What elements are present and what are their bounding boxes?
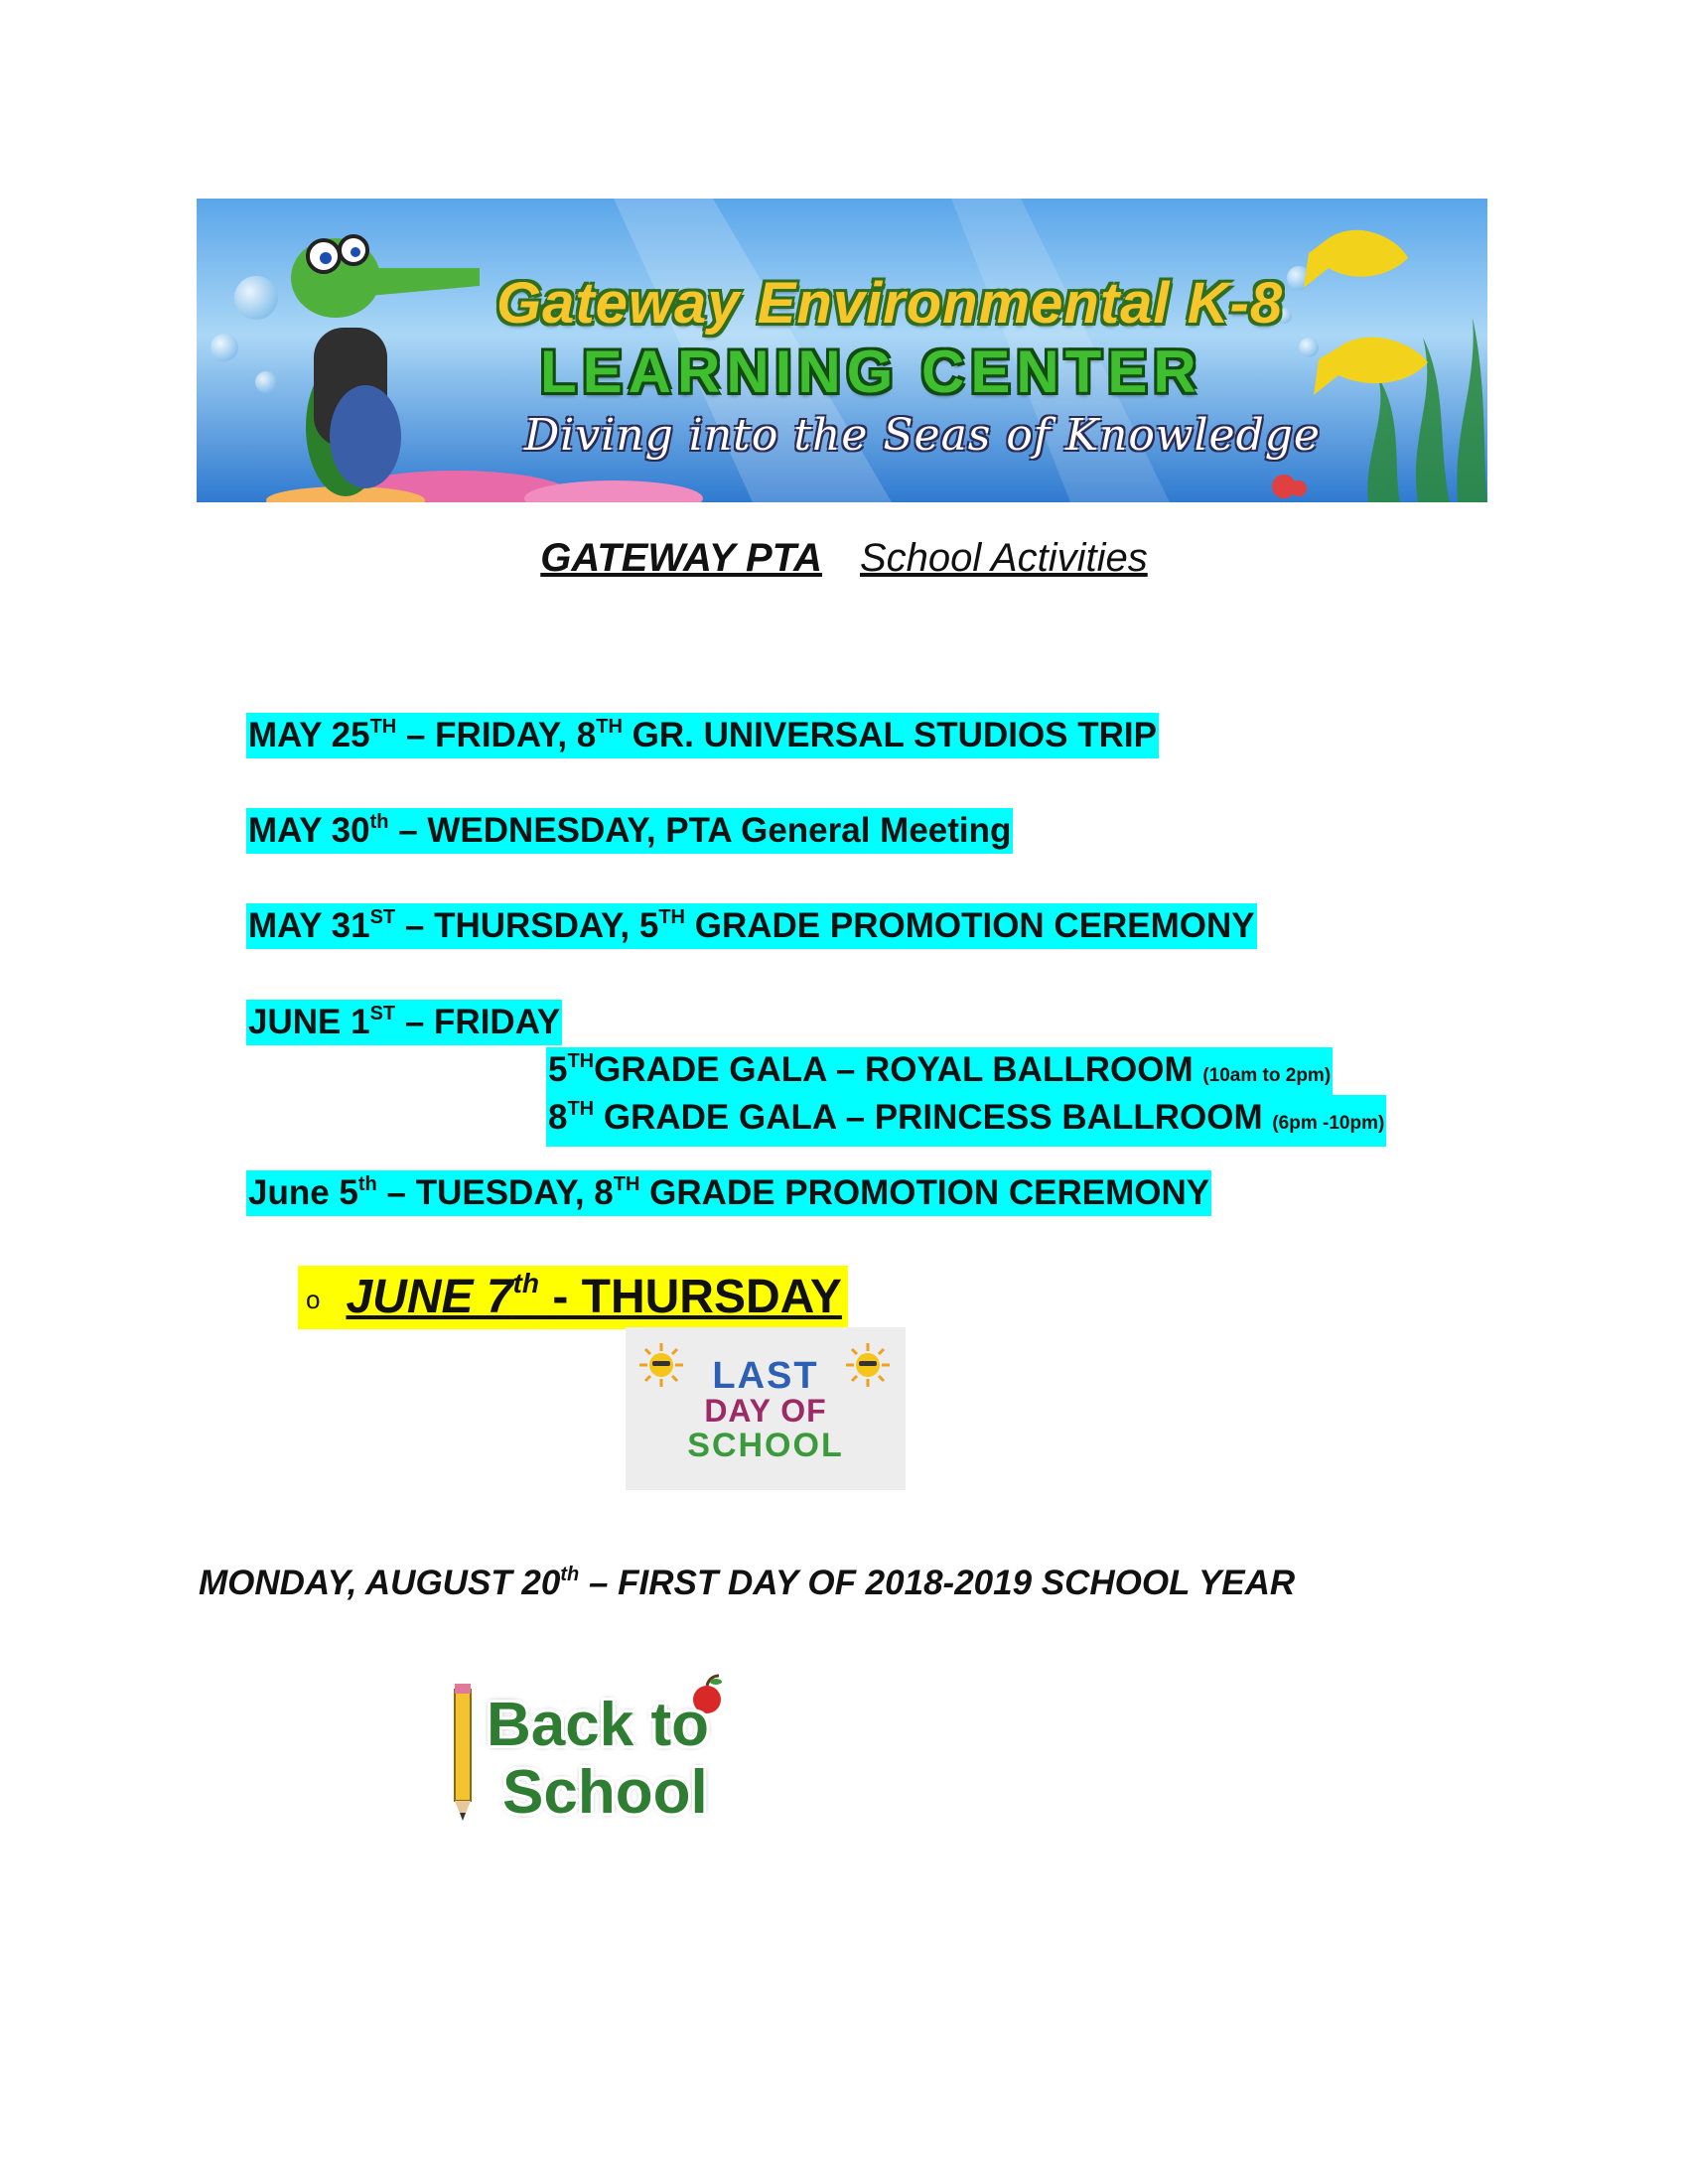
event-date: June 5 [248,1173,358,1212]
title-sub: School Activities [859,536,1148,580]
gala-text: GRADE GALA – PRINCESS BALLROOM [594,1098,1263,1137]
event-text: – FRIDAY [395,1003,561,1041]
event-text: GR. UNIVERSAL STUDIOS TRIP [622,716,1157,754]
event-item [246,903,1257,949]
event-day: – TUESDAY, 8 [376,1173,614,1212]
bullet-icon: o [306,1285,321,1315]
event-grade-suffix: TH [613,1173,640,1195]
gala-text: GRADE GALA – ROYAL BALLROOM [594,1050,1194,1089]
last-day-graphic-line3: SCHOOL [687,1427,844,1464]
event-text: – WEDNESDAY, PTA General Meeting [388,811,1012,850]
event-date: JUNE 1 [248,1003,370,1041]
event-day: – FRIDAY, 8 [396,716,597,754]
event-date-suffix: TH [369,716,397,738]
banner-learning-center: LEARNING CENTER [540,339,1202,405]
event-date-suffix: th [369,811,389,833]
event-grade-suffix: TH [596,716,623,738]
pencil-icon [455,1684,471,1821]
gala-grade: 8 [548,1098,568,1137]
first-day-announcement [199,1564,1295,1603]
last-day-date-suffix: th [512,1268,539,1298]
event-grade-suffix: TH [658,906,686,928]
last-day-graphic-line2: DAY OF [704,1393,827,1429]
event-date: MAY 31 [248,906,370,945]
last-day-event [298,1266,848,1329]
gala-time: (10am to 2pm) [1202,1065,1332,1086]
event-text: GRADE PROMOTION CEREMONY [639,1173,1210,1212]
gala-grade-suffix: TH [567,1050,595,1072]
event-date-suffix: ST [369,1003,396,1024]
last-day-graphic-line1: LAST [712,1355,819,1397]
event-item [246,1000,562,1045]
header-banner [197,199,1487,502]
event-date-suffix: ST [369,906,396,928]
first-day-date: MONDAY, AUGUST 20 [199,1564,561,1602]
event-text: GRADE PROMOTION CEREMONY [685,906,1255,945]
back-to-school-line2: School [502,1758,708,1827]
gala-time: (6pm -10pm) [1272,1113,1385,1134]
gala-grade-suffix: TH [567,1098,595,1120]
last-day-weekday: - THURSDAY [538,1271,842,1323]
event-item [246,808,1013,854]
event-item [246,713,1159,758]
gala-grade: 5 [548,1050,568,1089]
back-to-school-line1: Back to [487,1691,709,1759]
back-to-school-graphic [407,1628,784,1876]
event-date: MAY 25 [248,716,370,754]
banner-school-name: Gateway Environmental K-8 [496,271,1284,336]
first-day-text: – FIRST DAY OF 2018-2019 SCHOOL YEAR [579,1564,1296,1602]
title-main: GATEWAY PTA [540,536,822,580]
event-item [246,1170,1211,1216]
first-day-date-suffix: th [560,1564,580,1585]
banner-slogan: Diving into the Seas of Knowledge [524,410,1321,461]
gala-item [546,1095,1386,1147]
last-day-date: JUNE 7 [346,1271,513,1323]
gala-item [546,1047,1333,1099]
event-date: MAY 30 [248,811,370,850]
last-day-of-school-graphic [626,1327,906,1490]
event-date-suffix: th [357,1173,377,1195]
page-title [0,536,1688,581]
event-day: – THURSDAY, 5 [395,906,659,945]
